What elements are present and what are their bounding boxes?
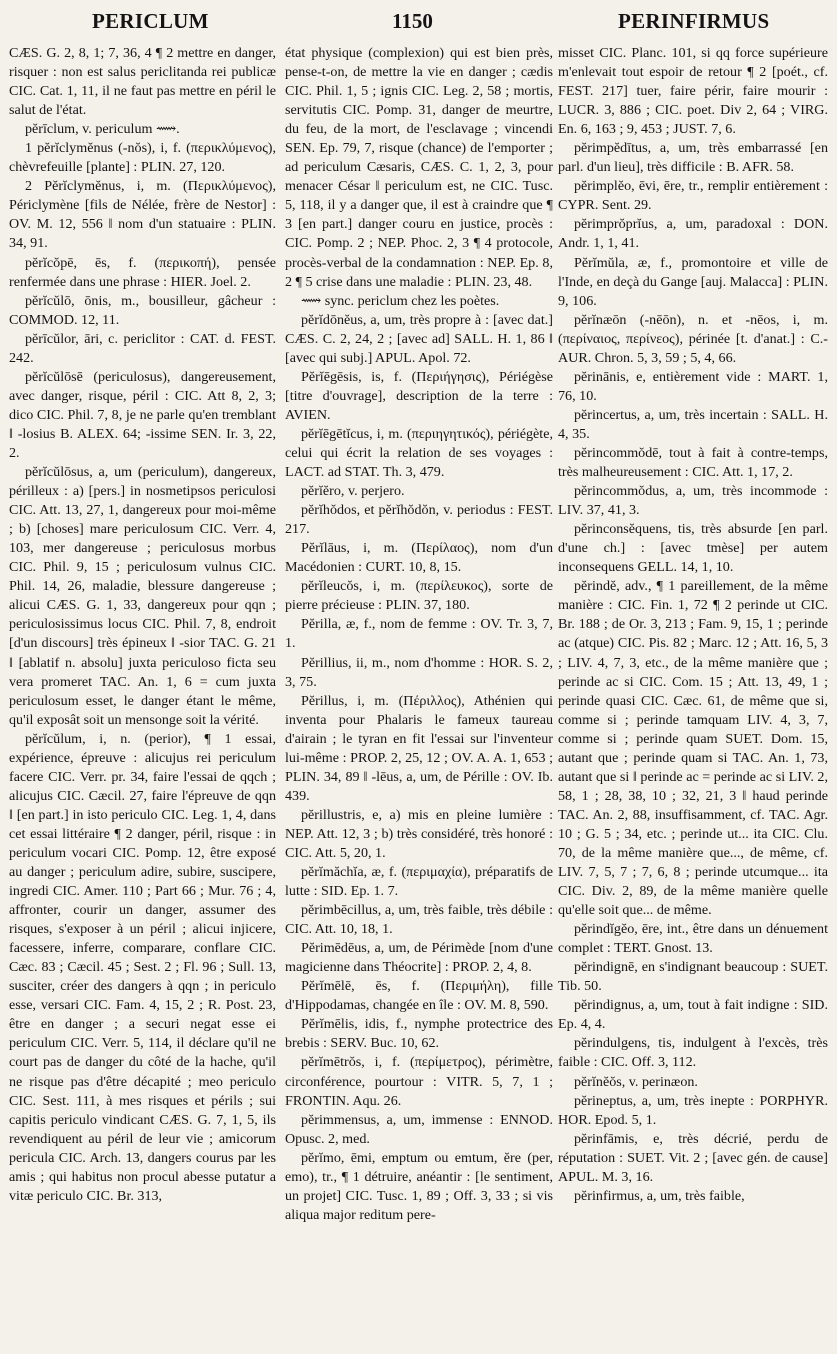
dictionary-entry: pĕrĭdōnĕus, a, um, très propre à : [avec dat.] CÆS. C. 2, 24, 2 ; [avec ad] SALL. H. 1, 86 ‖ [avec qui subj.] APUL. Apol. 72.: [285, 311, 553, 366]
dictionary-entry: pĕrĭēgētĭcus, i, m. (περιηγητικός), périégète, celui qui écrit la relation de ses voyages : LACT. ad STAT. Th. 3, 479.: [285, 425, 553, 481]
dictionary-entry: pĕrindulgens, tis, indulgent à l'excès, très faible : CIC. Off. 3, 112.: [558, 1035, 828, 1071]
dictionary-entry: pĕrimplĕo, ēvi, ēre, tr., remplir entièrement : CYPR. Sent. 29.: [558, 178, 828, 214]
dictionary-entry: pĕrĭmētrŏs, i, f. (περίμετρος), périmètre, circonférence, pourtour : VITR. 5, 7, 1 ; FRONTIN. Aqu. 26.: [285, 1054, 553, 1109]
dictionary-entry: pĕrindignē, en s'indignant beaucoup : SUET. Tib. 50.: [558, 959, 828, 995]
dictionary-entry: pĕrĭcŭlō, ōnis, m., bousilleur, gâcheur : COMMOD. 12, 11.: [9, 292, 276, 328]
dictionary-entry: 2 Pĕrĭclymĕnus, i, m. (Περικλύμενος), Périclymène [fils de Nélée, frère de Nestor] : OV. M. 12, 556 ‖ nom d'un statuaire : PLIN. 34, 91.: [9, 178, 276, 252]
dictionary-entry: ⟿ sync. periclum chez les poètes.: [301, 292, 500, 309]
dictionary-entry: Pĕrilla, æ, f., nom de femme : OV. Tr. 3, 7, 1.: [285, 616, 553, 652]
dictionary-entry: pĕrillustris, e, a) mis en pleine lumière : NEP. Att. 12, 3 ; b) très considéré, très honoré : CIC. Att. 5, 20, 1.: [285, 806, 553, 861]
dictionary-entry: Pĕrimēdēus, a, um, de Périmède [nom d'une magicienne dans Théocrite] : PROP. 2, 4, 8.: [285, 940, 553, 976]
column-3: [558, 44, 828, 1348]
dictionary-entry: pĕrinfāmis, e, très décrié, perdu de réputation : SUET. Vit. 2 ; [avec gén. de cause] APUL. M. 3, 16.: [558, 1130, 828, 1185]
dictionary-entry: pĕrinānis, e, entièrement vide : MART. 1, 76, 10.: [558, 368, 828, 404]
dictionary-entry: pĕrīcŭlor, āri, c. periclitor : CAT. d. FEST. 242.: [9, 330, 276, 366]
dictionary-entry: pĕrĭnĕŏs, v. perinæon.: [574, 1073, 698, 1090]
dictionary-entry: Pĕrĭmēlē, ēs, f. (Περιμήλη), fille d'Hippodamas, changée en île : OV. M. 8, 590.: [285, 978, 553, 1014]
dictionary-entry: état physique (complexion) qui est bien près, pense-t-on, de mettre la vie en danger ; cædis CIC. Phil. 1, 5 ; ignis CIC. Leg. 2, 58 ; mortis, servitutis CIC. Pomp. 31, danger de meurtre, du feu, de la mort, de l'esclavage ; vincendi SEN. Ep. 79, 7, risque (chance) de l'emporter ; ad periculum Cæsaris, CÆS. C. 1, 2, 3, pour menacer César ‖ periculum est, ne CIC. Tusc. 5, 118, il y a danger que, il est à craindre que ¶ 3 [en part.] danger couru en justice, procès : CIC. Pomp. 2 ; NEP. Phoc. 2, 3 ¶ 4 protocole, procès-verbal de la condamnation : NEP. Ep. 8, 2 ¶ 5 crise dans une maladie : PLIN. 23, 48.: [285, 45, 553, 290]
dictionary-entry: Pĕrillus, i, m. (Πέριλλος), Athénien qui inventa pour Phalaris le fameux taureau d'airain ; le tyran en fit l'essai sur l'inventeur lui-même : PROP. 2, 25, 12 ; OV. A. A. 1, 653 ; PLIN. 34, 89 ‖ -lēus, a, um, de Pérille : OV. Ib. 439.: [285, 692, 553, 804]
page-header: [0, 0, 837, 40]
column-2: [285, 44, 553, 1348]
dictionary-entry: pĕrincommŏdē, tout à fait à contre-temps, très malheureusement : CIC. Att. 1, 17, 2.: [558, 444, 828, 481]
dictionary-entry: pĕrĭcŭlōsus, a, um (periculum), dangereux, périlleux : a) [pers.] in nosmetipsos periculosi CIC. Att. 13, 27, 1, dangereux pour moi-même ; b) [choses] mare periculosum CIC. Verr. 4, 103, mer dangereuse ; periculosus morbus CIC. Phil. 9, 15 ; periculosum vulnus CIC. Phil. 14, 26, maladie, blessure dangereuse ; alicui CÆS. G. 1, 33, dangereux pour qqn ; periculosissimus locus CIC. Phil. 7, 8, endroit [d'un discours] très épineux ‖ -sior TAC. G. 21 ‖ [ablatif n. absolu] juxta periculoso ficta seu vera promeret TAC. An. 1, 6 = cum juxta periculosum esset, le danger étant le même, qu'il exposât soit un mensonge soit la vérité.: [9, 464, 276, 728]
dictionary-entry: pĕrincommŏdus, a, um, très incommode : LIV. 37, 41, 3.: [558, 483, 828, 519]
dictionary-entry: pĕrincertus, a, um, très incertain : SALL. H. 4, 35.: [558, 406, 828, 442]
dictionary-entry: pĕrĭmăchĭa, æ, f. (περιμαχία), préparatifs de lutte : SID. Ep. 1. 7.: [285, 864, 553, 900]
dictionary-entry: Pĕrĭlāus, i, m. (Περίλαος), nom d'un Macédonien : CURT. 10, 8, 15.: [285, 540, 553, 576]
dictionary-entry: pĕrīclum, v. periculum ⟿.: [25, 121, 180, 138]
dictionary-entry: CÆS. G. 2, 8, 1; 7, 36, 4 ¶ 2 mettre en danger, risquer : non est salus periclitanda rei publicæ CIC. Cat. 1, 11, il ne faut pas mettre en péril le salut de l'état.: [9, 45, 276, 119]
dictionary-entry: pĕrĭmo, ēmi, emptum ou emtum, ĕre (per, emo), tr., ¶ 1 détruire, anéantir : [le sentiment, un projet] CIC. Tusc. 1, 89 ; Off. 3, 33 ; si vis aliqua major reditum pere-: [285, 1149, 553, 1223]
dictionary-entry: pĕrimbēcillus, a, um, très faible, très débile : CIC. Att. 10, 18, 1.: [285, 902, 553, 938]
dictionary-entry: Pĕrĭmēlis, idis, f., nymphe protectrice des brebis : SERV. Buc. 10, 62.: [285, 1016, 553, 1052]
dictionary-entry: misset CIC. Planc. 101, si qq force supérieure m'enlevait tout espoir de retour ¶ 2 [poét., cf. FEST. 217] tuer, faire périr, faire mourir : LUCR. 3, 886 ; CIC. poet. Div 2, 64 ; VIRG. En. 6, 163 ; 9, 453 ; JUST. 7, 6.: [558, 45, 828, 138]
dictionary-entry: pĕrĭcŭlum, i, n. (perior), ¶ 1 essai, expérience, épreuve : alicujus rei periculum facere CIC. Verr. pr. 34, faire l'essai de qqch ; alicujus CIC. Cæcil. 27, faire l'épreuve de qqn ‖ [en part.] in isto periculo CIC. Leg. 1, 4, dans cet essai littéraire ¶ 2 danger, péril, risque : in periculum vocari CIC. Pomp. 12, être exposé au danger ; periculum adire, subire, suscipere, ingredi CIC. Amer. 110 ; Part 66 ; Mur. 76 ; 4, affronter, courir un danger, assumer des risques, s'exposer à un péril ; alicui injicere, facessere, inferre, comparare, conflare CIC. Cæc. 83 ; Cæcil. 45 ; Sest. 2 ; Fl. 96 ; Sull. 13, susciter, créer des dangers à qqn ; in periculo esse, versari CIC. Fam. 4, 15, 2 ; R. Post. 23, être en danger ; a securi negat esse ei periculum CIC. Verr. 5, 114, il déclare qu'il ne court pas de danger du côté de la hache, qu'il ne risque pas d'être décapité ; meo periculo CIC. Sest. 111, à mes risques et périls ; sui capitis periculo vindicant CÆS. G. 7, 1, 5, ils revendiquent au péril de leur vie ; amicorum pericula CIC. Arch. 13, dangers courus par les amis ; qui habitus non procul abesse putatur a vitæ periculo CIC. Br. 313,: [9, 730, 276, 1204]
dictionary-entry: pĕrinconsĕquens, tis, très absurde [en parl. d'une ch.] : [avec tmèse] per autem inconsequens GELL. 14, 1, 10.: [558, 521, 828, 576]
running-head-right: PERINFIRMUS: [618, 9, 770, 33]
dictionary-entry: Pĕrĭēgēsis, is, f. (Περιήγησις), Périégèse [titre d'ouvrage], description de la terre : AVIEN.: [285, 368, 553, 423]
dictionary-entry: pĕrĭcŭlōsē (periculosus), dangereusement, avec danger, risque, péril : CIC. Att 8, 2, 3; dico CIC. Phil. 7, 8, je ne parle qu'en tremblant ‖ -losius B. ALEX. 64; -issime SEN. Ir. 3, 22, 2.: [9, 368, 276, 461]
dictionary-entry: pĕrimmensus, a, um, immense : ENNOD. Opusc. 2, med.: [285, 1111, 553, 1147]
dictionary-entry: pĕrineptus, a, um, très inepte : PORPHYR. HOR. Epod. 5, 1.: [558, 1092, 828, 1128]
running-head-left: PERICLUM: [92, 9, 209, 33]
dictionary-entry: pĕrimprŏprĭus, a, um, paradoxal : DON. Andr. 1, 1, 41.: [558, 216, 828, 252]
dictionary-entry: Pĕrĭmŭla, æ, f., promontoire et ville de l'Inde, en deçà du Gange [auj. Malacca] : PLIN. 9, 106.: [558, 254, 828, 309]
dictionary-entry: pĕrindĕ, adv., ¶ 1 pareillement, de la même manière : CIC. Fin. 1, 72 ¶ 2 perinde ut CIC. Br. 188 ; de Or. 3, 213 ; Fam. 9, 15, 1 ; perinde ac (atque) CIC. Pis. 82 ; Marc. 12 ; Att. 16, 5, 3 ; LIV. 4, 7, 3, etc., de la même manière que ; perinde ac si CIC. Com. 15 ; Att. 13, 49, 1 ; perinde quasi CIC. Cæc. 61, de même que si, comme si ; perinde tamquam LIV. 4, 3, 7, comme si ; perinde quam SUET. Dom. 15, autant que ; perinde quam si TAC. An. 1, 73, autant que si ‖ perinde ac = perinde ac si LIV. 2, 58, 1 ; 28, 38, 10 ; 32, 21, 3 ‖ haud perinde TAC. An. 2, 88, insuffisamment, cf. TAC. Agr. 10 ; G. 5 ; 34, etc. ; perinde ut... ita CIC. Clu. 70, de la même manière que..., de même, cf. LIV. 7, 5, 7 ; 7, 6, 8 ; perinde utcumque... ita CIC. Div. 2, 89, de la même manière quelle qu'elle soit que... de même.: [558, 578, 828, 919]
dictionary-entry: pĕrinfirmus, a, um, très faible,: [574, 1187, 745, 1204]
dictionary-entry: pĕrĭleucŏs, i, m. (περίλευκος), sorte de pierre précieuse : PLIN. 37, 180.: [285, 578, 553, 614]
dictionary-entry: pĕrĭhŏdos, et pĕrĭhŏdŏn, v. periodus : FEST. 217.: [285, 502, 553, 538]
column-1: [9, 44, 276, 1348]
dictionary-entry: Pĕrillius, ii, m., nom d'homme : HOR. S. 2, 3, 75.: [285, 654, 553, 690]
dictionary-entry: pĕrĭĕro, v. perjero.: [301, 483, 405, 500]
dictionary-entry: pĕrindĭgĕo, ēre, int., être dans un dénuement complet : TERT. Gnost. 13.: [558, 921, 828, 957]
page-number: 1150: [392, 9, 433, 33]
dictionary-entry: pĕrimpĕdītus, a, um, très embarrassé [en parl. d'un lieu], très difficile : B. AFR. 58.: [558, 140, 828, 176]
dictionary-entry: pĕrĭnæōn (-nēōn), n. et -nēos, i, m. (περίναιος, περίνεος), périnée [t. d'anat.] : C.-AUR. Chron. 5, 3, 59 ; 5, 4, 66.: [558, 311, 828, 366]
dictionary-entry: pĕrĭcŏpē, ēs, f. (περικοπή), pensée renfermée dans une phrase : HIER. Joel. 2.: [9, 254, 276, 290]
dictionary-entry: pĕrindignus, a, um, tout à fait indigne : SID. Ep. 4, 4.: [558, 997, 828, 1033]
dictionary-entry: 1 pĕrĭclymĕnus (-nŏs), i, f. (περικλύμενος), chèvrefeuille [plante] : PLIN. 27, 120.: [9, 140, 276, 176]
